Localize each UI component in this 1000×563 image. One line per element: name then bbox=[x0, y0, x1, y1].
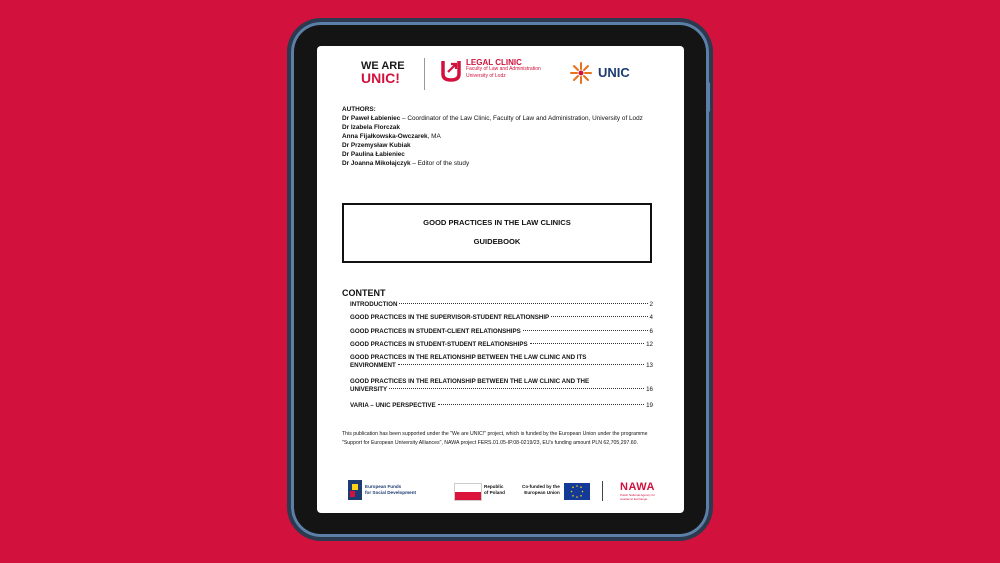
author-line: Dr Przemysław Kubiak bbox=[342, 142, 411, 149]
we-are-unic-logo: WE ARE UNIC! bbox=[361, 60, 405, 86]
footer-divider bbox=[602, 481, 603, 501]
eu-flag-icon bbox=[564, 483, 590, 500]
logo-divider bbox=[424, 58, 425, 90]
content-heading: CONTENT bbox=[342, 288, 386, 298]
european-funds-label: European Funds for Social Development bbox=[365, 484, 417, 495]
volume-button bbox=[707, 82, 710, 112]
footer-logos bbox=[342, 480, 662, 502]
author-line: Dr Paulina Łabieniec bbox=[342, 151, 405, 158]
toc-item[interactable]: INTRODUCTION 2 bbox=[350, 301, 653, 308]
unic-logo-text: UNIC bbox=[598, 65, 630, 80]
toc-item[interactable]: GOOD PRACTICES IN STUDENT-CLIENT RELATIONSHIPS 6 bbox=[350, 328, 653, 335]
header-logos bbox=[317, 54, 684, 94]
document-title-box bbox=[342, 203, 652, 263]
author-line: Dr Paweł Łabieniec – Coordinator of the Law Clinic, Faculty of Law and Administration, University of Lodz bbox=[342, 115, 643, 122]
authors-heading: AUTHORS: bbox=[342, 106, 376, 113]
authors-block bbox=[342, 105, 662, 168]
toc-item[interactable]: GOOD PRACTICES IN THE RELATIONSHIP BETWEEN THE LAW CLINIC AND ITS ENVIRONMENT 13 bbox=[350, 354, 653, 369]
author-line: Dr Izabela Florczak bbox=[342, 124, 400, 131]
poland-flag-icon bbox=[454, 483, 482, 501]
tablet-device bbox=[291, 22, 709, 537]
unic-sun-icon bbox=[569, 61, 593, 85]
nawa-subtitle: Polish National Agency for Academic Exchange bbox=[620, 493, 656, 501]
funding-notice: This publication has been supported under the "We are UNIC!" project, which is funded by the European Union under the programme "Support for European University Alliances", NAWA project FERS.01.05-IP.08-0219/23, EU's funding amount PLN 62,705,297.60. bbox=[342, 431, 648, 446]
nawa-logo: NAWA bbox=[620, 481, 655, 493]
author-line: Anna Fijałkowska-Owczarek, MA bbox=[342, 133, 441, 140]
toc-item[interactable]: GOOD PRACTICES IN STUDENT-STUDENT RELATIONSHIPS 12 bbox=[350, 341, 653, 348]
document-subtitle: GUIDEBOOK bbox=[473, 237, 521, 246]
toc-item[interactable]: GOOD PRACTICES IN THE SUPERVISOR-STUDENT RELATIONSHIP 4 bbox=[350, 314, 653, 321]
legal-clinic-icon bbox=[440, 58, 462, 82]
document-page bbox=[317, 46, 684, 513]
legal-clinic-logo: LEGAL CLINIC Faculty of Law and Administration University of Lodz bbox=[466, 58, 541, 79]
poland-label: Republic of Poland bbox=[484, 484, 505, 495]
toc-item[interactable]: GOOD PRACTICES IN THE RELATIONSHIP BETWEEN THE LAW CLINIC AND THE UNIVERSITY 16 bbox=[350, 378, 653, 393]
toc-item[interactable]: VARIA – UNIC PERSPECTIVE 19 bbox=[350, 402, 653, 409]
cofunded-label: Co-funded by the European Union bbox=[522, 484, 560, 495]
european-funds-icon bbox=[348, 480, 362, 500]
document-title: GOOD PRACTICES IN THE LAW CLINICS bbox=[423, 218, 571, 227]
author-line: Dr Joanna Mikołajczyk – Editor of the study bbox=[342, 160, 470, 167]
